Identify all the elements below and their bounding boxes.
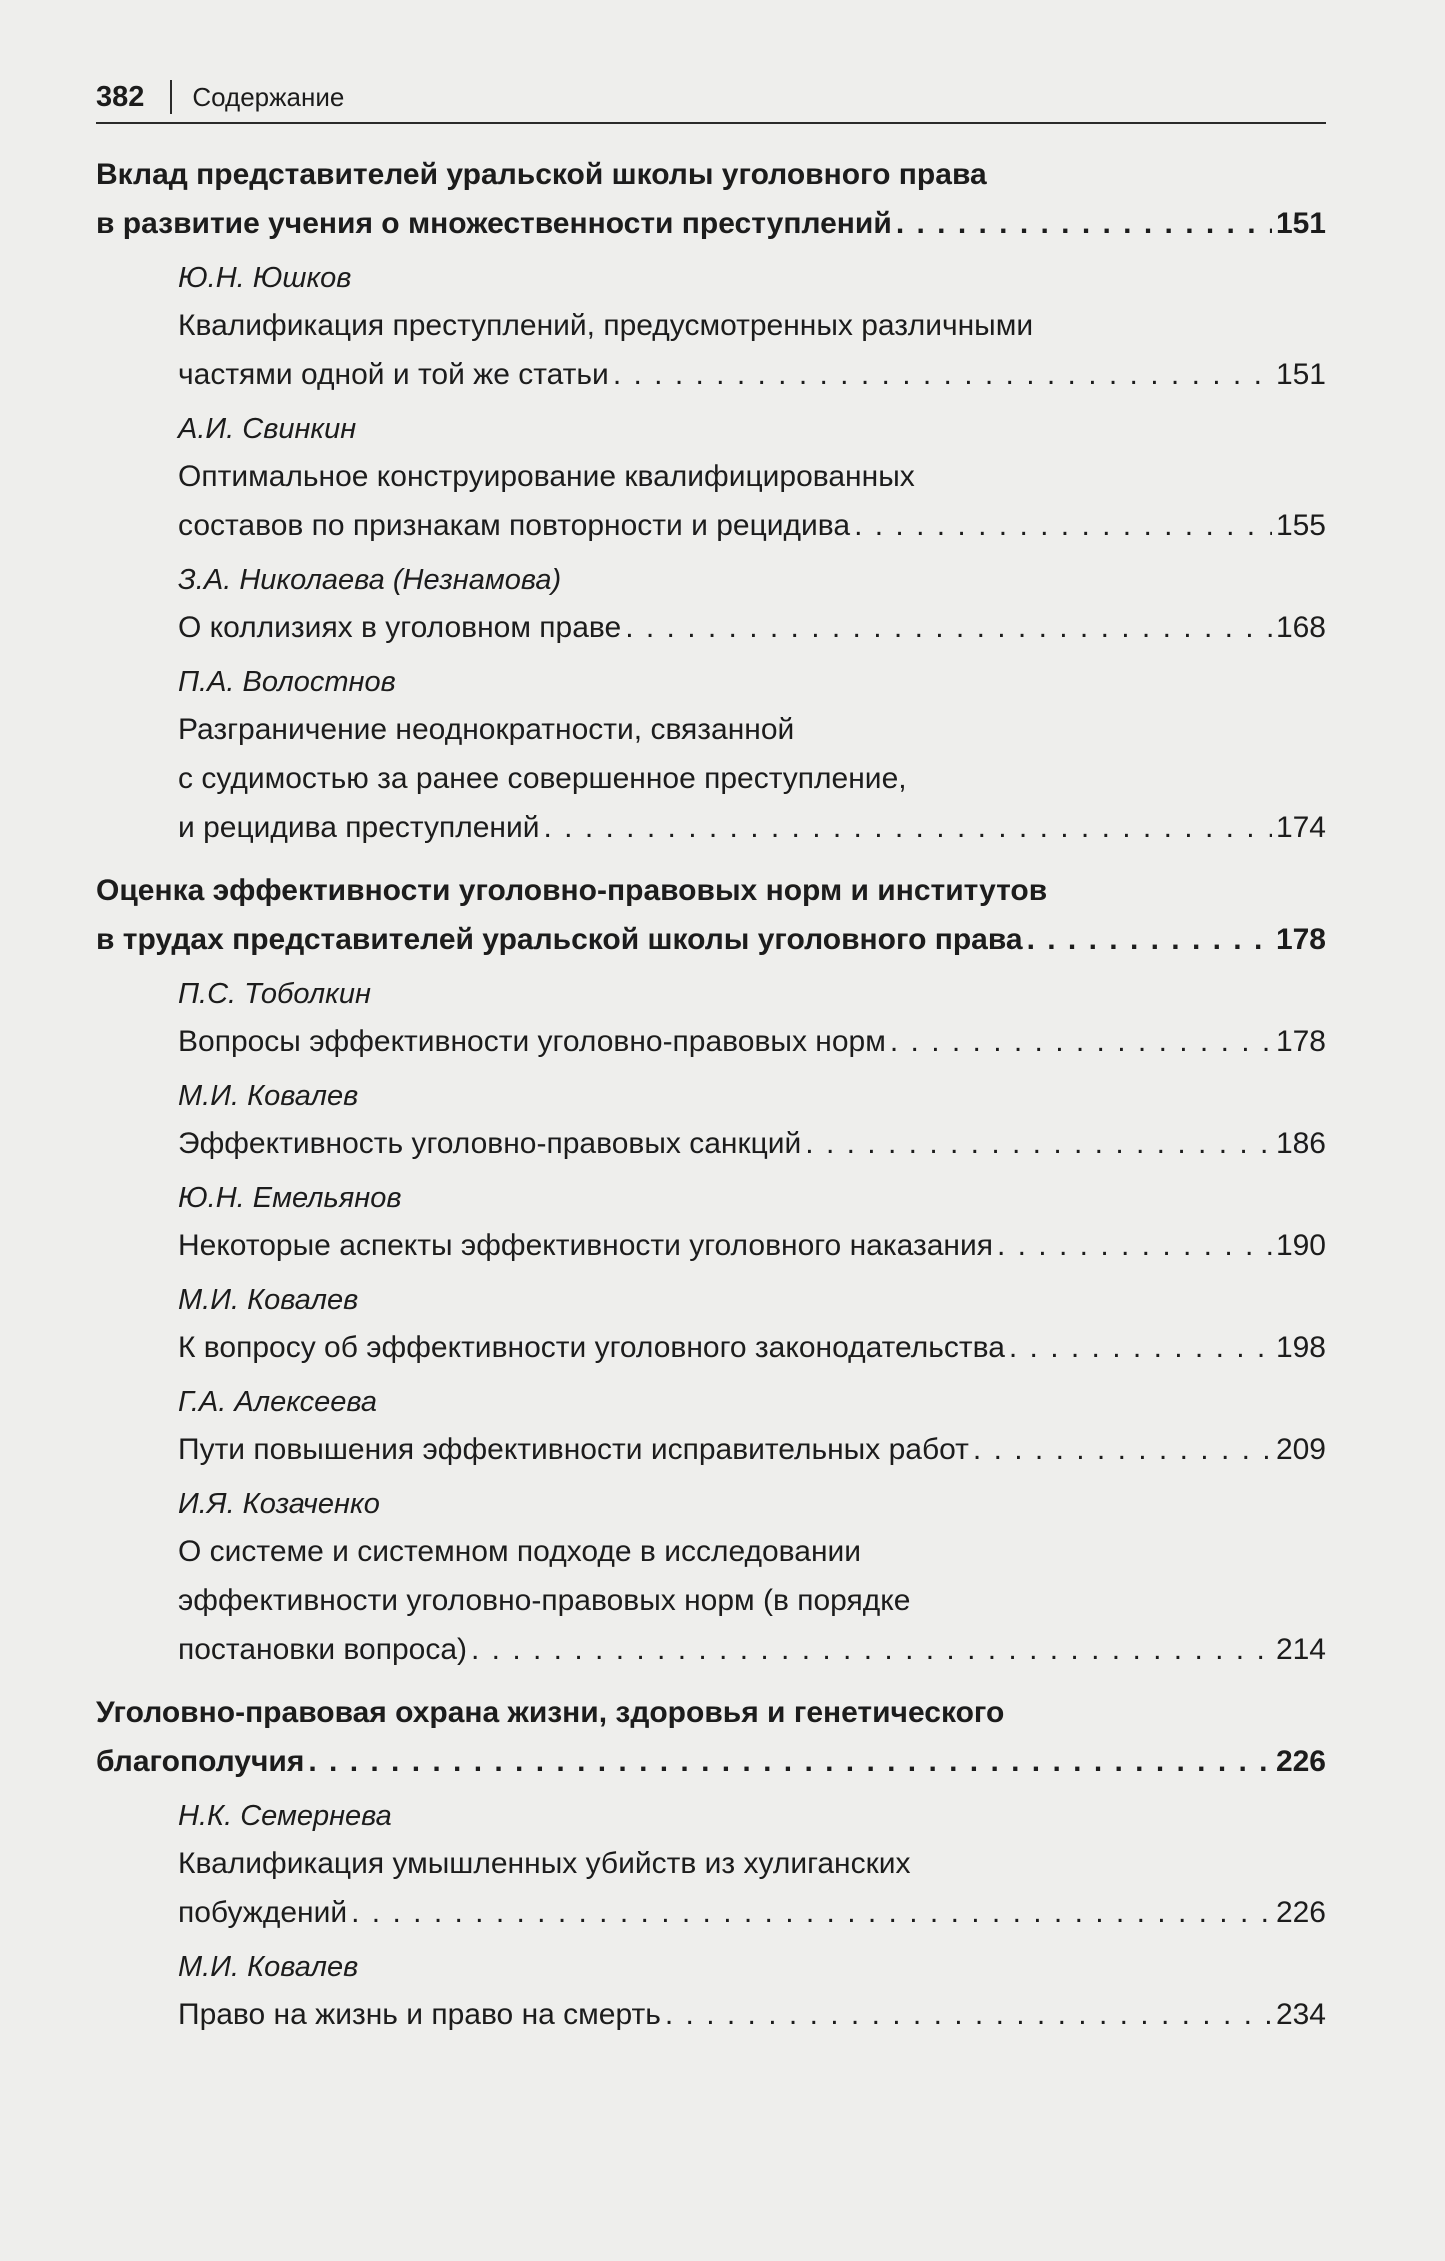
- toc-entry: [178, 1278, 1326, 1372]
- table-of-contents: [96, 150, 1326, 2053]
- entry-title-page-number: 226: [1275, 1896, 1326, 1929]
- entry-title: [178, 1839, 1326, 1937]
- entry-title: [178, 301, 1326, 399]
- header-divider: [170, 80, 172, 114]
- entry-title-line: Квалификация умышленных убийств из хулиганских: [178, 1847, 911, 1880]
- dot-leader: [308, 1737, 1272, 1786]
- toc-entry: [178, 1176, 1326, 1270]
- section-title-page-number: 178: [1275, 923, 1326, 956]
- dot-leader: [471, 1625, 1272, 1674]
- entry-author: Ю.Н. Емельянов: [178, 1182, 402, 1214]
- toc-section: [96, 150, 1326, 852]
- dot-leader: [854, 501, 1272, 550]
- toc-section: [96, 1688, 1326, 2039]
- entry-title-line: с судимостью за ранее совершенное преступление,: [178, 762, 907, 795]
- dot-leader: [805, 1119, 1272, 1168]
- dot-leader: [997, 1221, 1272, 1270]
- section-title-line: Вклад представителей уральской школы уголовного права: [96, 158, 987, 191]
- entry-author: И.Я. Козаченко: [178, 1488, 380, 1520]
- entry-title-line: О системе и системном подходе в исследовании: [178, 1535, 862, 1568]
- entry-author: М.И. Ковалев: [178, 1284, 359, 1316]
- running-title: Содержание: [192, 81, 345, 112]
- section-title-page-number: 226: [1275, 1745, 1326, 1778]
- entry-title-line: и рецидива преступлений: [178, 811, 540, 844]
- toc-entry: [178, 407, 1326, 550]
- page-number: 382: [96, 80, 145, 113]
- entry-title-last-line: [178, 1425, 1326, 1474]
- dot-leader: [625, 603, 1272, 652]
- entry-title-line: частями одной и той же статьи: [178, 358, 609, 391]
- entry-title-line: побуждений: [178, 1896, 348, 1929]
- section-title-page-number: 151: [1275, 207, 1326, 240]
- entry-author: Н.К. Семернева: [178, 1800, 392, 1832]
- entry-title-page-number: 234: [1275, 1998, 1326, 2031]
- entry-author: М.И. Ковалев: [178, 1080, 359, 1112]
- entry-title: [178, 603, 1326, 652]
- entry-title: [178, 452, 1326, 550]
- entry-title-last-line: [178, 1119, 1326, 1168]
- entry-title-line: Вопросы эффективности уголовно-правовых норм: [178, 1025, 886, 1058]
- entry-title-last-line: [178, 1990, 1326, 2039]
- entry-author: П.С. Тоболкин: [178, 978, 371, 1010]
- toc-entry: [178, 1380, 1326, 1474]
- toc-section: [96, 866, 1326, 1674]
- section-title-last-line: [96, 1737, 1326, 1786]
- entry-title: [178, 1425, 1326, 1474]
- dot-leader: [890, 1017, 1272, 1066]
- entry-title-page-number: 186: [1275, 1127, 1326, 1160]
- section-title-line: Оценка эффективности уголовно-правовых норм и институтов: [96, 874, 1048, 907]
- entry-title-last-line: [178, 1625, 1326, 1674]
- entry-title-page-number: 155: [1275, 509, 1326, 542]
- dot-leader: [973, 1425, 1272, 1474]
- entry-title: [178, 1221, 1326, 1270]
- entry-title-line: постановки вопроса): [178, 1633, 467, 1666]
- entry-title-line: Право на жизнь и право на смерть: [178, 1998, 661, 2031]
- entry-author: П.А. Волостнов: [178, 666, 396, 698]
- dot-leader: [613, 350, 1272, 399]
- entry-title-line: Оптимальное конструирование квалифицированных: [178, 460, 915, 493]
- entry-title-line: составов по признакам повторности и рецидива: [178, 509, 851, 542]
- toc-entry: [178, 1945, 1326, 2039]
- entry-title: [178, 1527, 1326, 1674]
- entry-title-line: Эффективность уголовно-правовых санкций: [178, 1127, 802, 1160]
- section-title-last-line: [96, 199, 1326, 248]
- entry-title-last-line: [178, 603, 1326, 652]
- toc-entry: [178, 1482, 1326, 1674]
- entry-title-last-line: [178, 350, 1326, 399]
- page-header: [96, 72, 1326, 124]
- entry-title-last-line: [178, 1017, 1326, 1066]
- entry-title-page-number: 178: [1275, 1025, 1326, 1058]
- entry-title-page-number: 168: [1275, 611, 1326, 644]
- entry-title-line: К вопросу об эффективности уголовного законодательства: [178, 1331, 1005, 1364]
- entry-title-last-line: [178, 803, 1326, 852]
- entry-title-page-number: 174: [1275, 811, 1326, 844]
- entry-title-line: эффективности уголовно-правовых норм (в порядке: [178, 1584, 911, 1617]
- entry-title-line: Пути повышения эффективности исправительных работ: [178, 1433, 969, 1466]
- section-title: [96, 150, 1326, 248]
- entry-author: Ю.Н. Юшков: [178, 262, 352, 294]
- entry-title: [178, 1119, 1326, 1168]
- dot-leader: [665, 1990, 1272, 2039]
- section-title-last-line: [96, 915, 1326, 964]
- entry-title-page-number: 151: [1275, 358, 1326, 391]
- section-title-line: в развитие учения о множественности преступлений: [96, 207, 892, 240]
- section-title: [96, 866, 1326, 964]
- entry-title-line: Некоторые аспекты эффективности уголовного наказания: [178, 1229, 993, 1262]
- entry-author: М.И. Ковалев: [178, 1951, 359, 1983]
- section-title-line: в трудах представителей уральской школы уголовного права: [96, 923, 1023, 956]
- entry-title-last-line: [178, 1221, 1326, 1270]
- entry-title: [178, 705, 1326, 852]
- entry-title-page-number: 198: [1275, 1331, 1326, 1364]
- dot-leader: [351, 1888, 1272, 1937]
- entry-title-line: Квалификация преступлений, предусмотренных различными: [178, 309, 1034, 342]
- section-title-line: благополучия: [96, 1745, 305, 1778]
- dot-leader: [1027, 915, 1272, 964]
- entry-author: А.И. Свинкин: [178, 413, 357, 445]
- section-title-line: Уголовно-правовая охрана жизни, здоровья и генетического: [96, 1696, 1005, 1729]
- entry-title-last-line: [178, 1323, 1326, 1372]
- toc-entry: [178, 558, 1326, 652]
- entry-title-last-line: [178, 1888, 1326, 1937]
- entry-author: З.А. Николаева (Незнамова): [178, 564, 562, 596]
- toc-entry: [178, 1074, 1326, 1168]
- toc-entry: [178, 972, 1326, 1066]
- entry-title: [178, 1990, 1326, 2039]
- entry-author: Г.А. Алексеева: [178, 1386, 377, 1418]
- entry-title-page-number: 209: [1275, 1433, 1326, 1466]
- entry-title-last-line: [178, 501, 1326, 550]
- entry-title-page-number: 190: [1275, 1229, 1326, 1262]
- entry-title-line: Разграничение неоднократности, связанной: [178, 713, 795, 746]
- toc-entry: [178, 1794, 1326, 1937]
- section-title: [96, 1688, 1326, 1786]
- toc-entry: [178, 660, 1326, 852]
- dot-leader: [544, 803, 1272, 852]
- entry-title-page-number: 214: [1275, 1633, 1326, 1666]
- entry-title: [178, 1323, 1326, 1372]
- toc-entry: [178, 256, 1326, 399]
- entry-title: [178, 1017, 1326, 1066]
- entry-title-line: О коллизиях в уголовном праве: [178, 611, 622, 644]
- dot-leader: [896, 199, 1272, 248]
- dot-leader: [1009, 1323, 1272, 1372]
